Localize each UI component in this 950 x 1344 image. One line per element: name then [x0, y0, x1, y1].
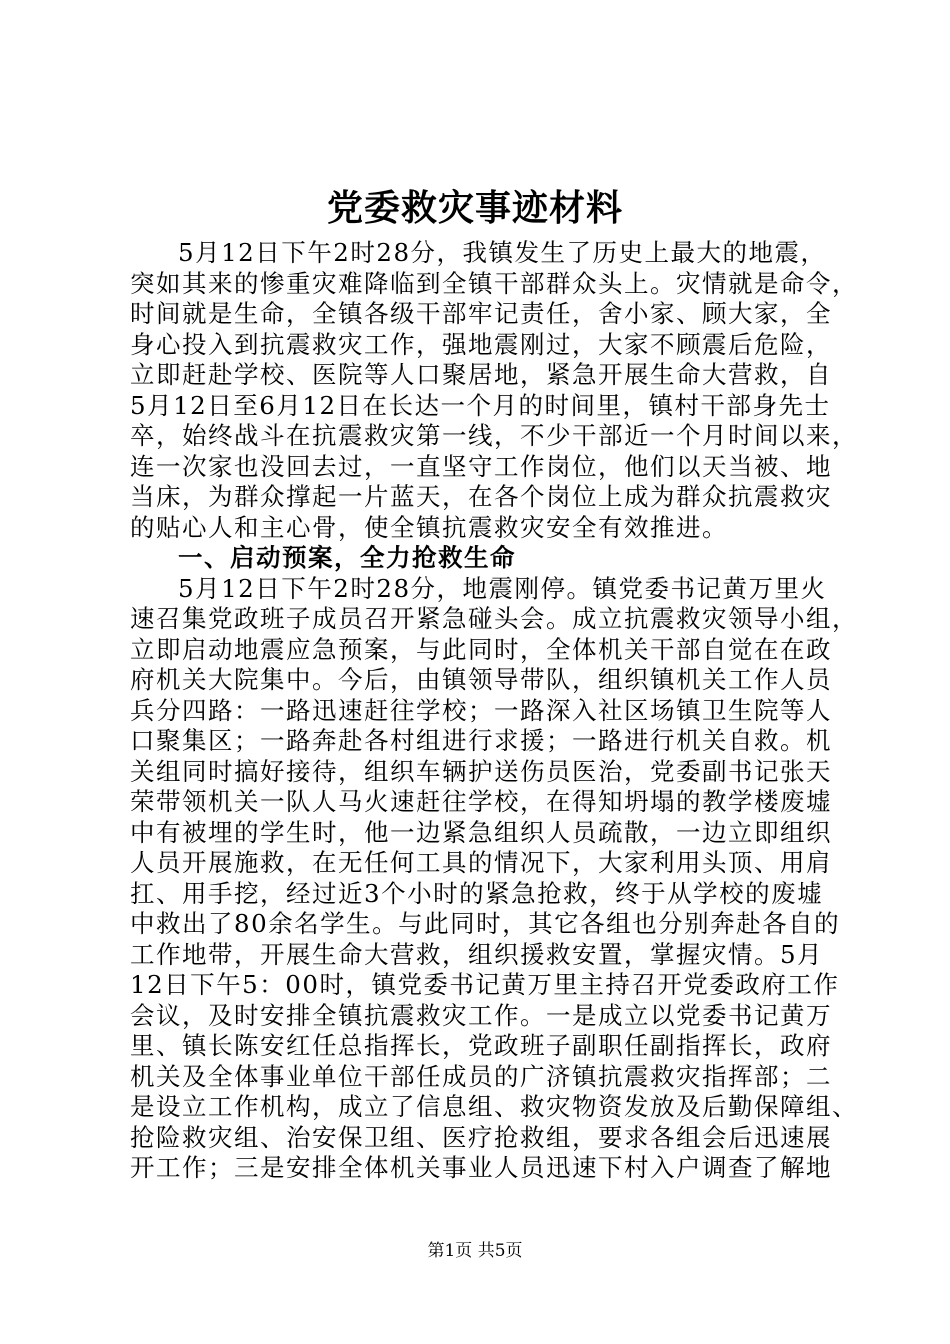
paragraph-line: 扛、用手挖，经过近3个小时的紧急抢救，终于从学校的废墟	[130, 878, 824, 908]
paragraph-line: 立即赶赴学校、医院等人口聚居地，紧急开展生命大营救，自	[130, 360, 832, 389]
paragraph-line: 5月12日至6月12日在长达一个月的时间里，镇村干部身先士	[130, 390, 831, 420]
page-footer: 第1页 共5页	[427, 1241, 523, 1261]
document-body	[130, 238, 858, 1184]
paragraph-line: 兵分四路：一路迅速赶往学校；一路深入社区场镇卫生院等人	[130, 695, 832, 725]
paragraph-line: 立即启动地震应急预案，与此同时，全体机关干部自觉在在政	[130, 634, 832, 664]
paragraph-line: 中救出了80余名学生。与此同时，其它各组也分别奔赴各自的	[130, 909, 841, 938]
paragraph-line: 抢险救灾组、治安保卫组、医疗抢救组，要求各组会后迅速展	[130, 1122, 832, 1152]
document-title: 党委救灾事迹材料	[326, 187, 623, 229]
paragraph-line: 里、镇长陈安红任总指挥长，党政班子副职任副指挥长，政府	[130, 1031, 832, 1060]
paragraph-line: 12日下午5：00时，镇党委书记黄万里主持召开党委政府工作	[130, 970, 840, 999]
section-heading: 一、启动预案，全力抢救生命	[178, 543, 516, 572]
paragraph-line: 身心投入到抗震救灾工作，强地震刚过，大家不顾震后危险，	[130, 329, 832, 359]
paragraph-line: 机关及全体事业单位干部任成员的广济镇抗震救灾指挥部；二	[130, 1061, 832, 1091]
paragraph-line: 府机关大院集中。今后，由镇领导带队，组织镇机关工作人员	[130, 665, 832, 694]
paragraph-line: 人员开展施救，在无任何工具的情况下，大家利用头顶、用肩	[130, 848, 832, 877]
paragraph-line: 时间就是生命，全镇各级干部牢记责任，舍小家、顾大家，全	[130, 299, 832, 328]
paragraph-line: 工作地带，开展生命大营救，组织援救安置，掌握灾情。5月	[130, 939, 824, 969]
paragraph-line: 5月12日下午2时28分，地震刚停。镇党委书记黄万里火	[178, 573, 827, 603]
paragraph-line: 开工作；三是安排全体机关事业人员迅速下村入户调查了解地	[130, 1153, 832, 1182]
paragraph-line: 荣带领机关一队人马火速赶往学校，在得知坍塌的教学楼废墟	[130, 787, 832, 816]
paragraph-line: 连一次家也没回去过，一直坚守工作岗位，他们以天当被、地	[130, 451, 832, 481]
paragraph-line: 的贴心人和主心骨，使全镇抗震救灾安全有效推进。	[130, 512, 728, 542]
paragraph-line: 突如其来的惨重灾难降临到全镇干部群众头上。灾情就是命令，	[130, 268, 858, 298]
paragraph-line: 5月12日下午2时28分，我镇发生了历史上最大的地震，	[178, 238, 827, 267]
paragraph-line: 口聚集区；一路奔赴各村组进行求援；一路进行机关自救。机	[130, 726, 832, 755]
paragraph-line: 速召集党政班子成员召开紧急碰头会。成立抗震救灾领导小组，	[130, 604, 858, 633]
paragraph-line: 会议，及时安排全镇抗震救灾工作。一是成立以党委书记黄万	[130, 1000, 832, 1030]
paragraph-line: 卒，始终战斗在抗震救灾第一线，不少干部近一个月时间以来，	[130, 421, 858, 450]
paragraph-line: 中有被埋的学生时，他一边紧急组织人员疏散，一边立即组织	[130, 817, 832, 847]
paragraph-line: 关组同时搞好接待，组织车辆护送伤员医治，党委副书记张天	[130, 756, 832, 786]
paragraph-line: 是设立工作机构，成立了信息组、救灾物资发放及后勤保障组、	[130, 1092, 858, 1121]
paragraph-line: 当床，为群众撑起一片蓝天，在各个岗位上成为群众抗震救灾	[130, 482, 832, 511]
